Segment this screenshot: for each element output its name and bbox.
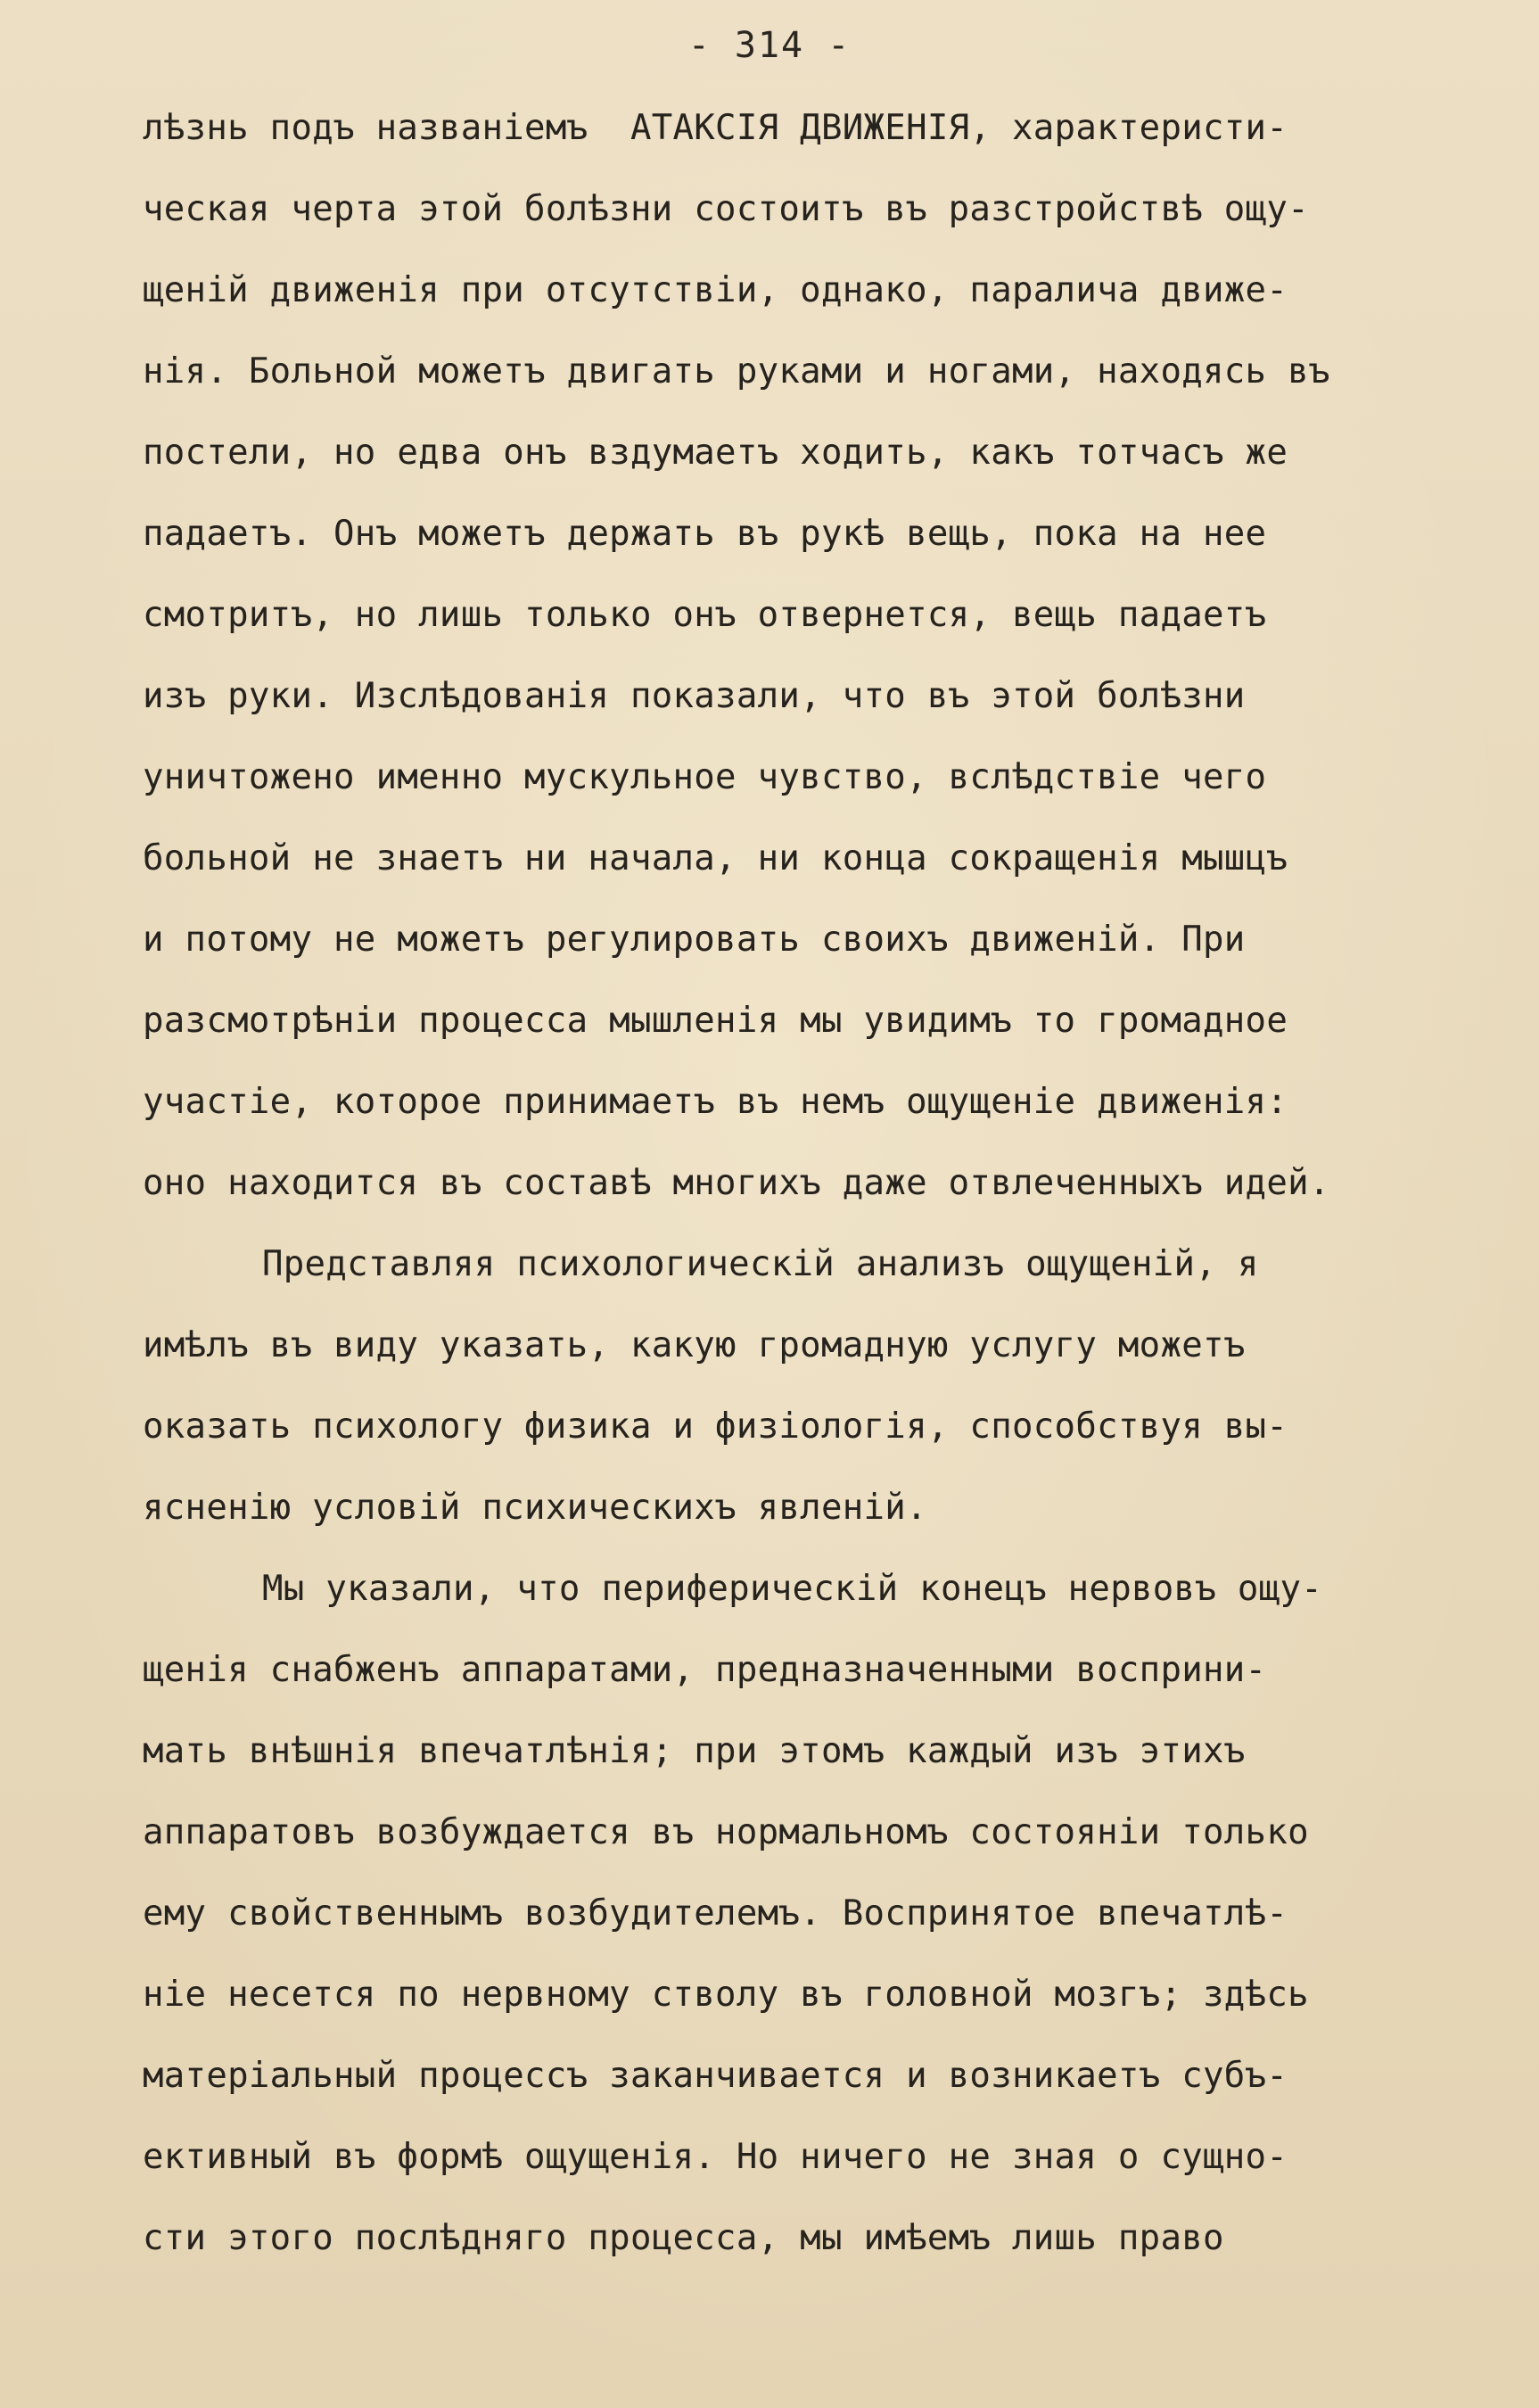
text-line: лѣзнь подъ названіемъ АТАКСІЯ ДВИЖЕНІЯ, характеристи-: [143, 108, 1288, 148]
body-text: [143, 87, 1498, 2279]
text-line: Представляя психологическій анализъ ощущеній, я: [262, 1244, 1259, 1284]
text-line: оно находится въ составѣ многихъ даже отвлеченныхъ идей.: [143, 1163, 1330, 1203]
text-line: участіе, которое принимаетъ въ немъ ощущеніе движенія:: [143, 1082, 1288, 1122]
text-line: нія. Больной можетъ двигать руками и ногами, находясь въ: [143, 351, 1330, 392]
text-line: мать внѣшнія впечатлѣнія; при этомъ каждый изъ этихъ: [143, 1731, 1246, 1771]
text-line: смотритъ, но лишь только онъ отвернется, вещь падаетъ: [143, 595, 1267, 635]
text-line: разсмотрѣніи процесса мышленія мы увидимъ то громадное: [143, 1001, 1288, 1041]
text-line: и потому не можетъ регулировать своихъ движеній. При: [143, 919, 1246, 960]
text-line: щенія снабженъ аппаратами, предназначенными восприни-: [143, 1650, 1267, 1690]
paragraph: [143, 87, 1498, 1224]
text-line: аппаратовъ возбуждается въ нормальномъ состояніи только: [143, 1812, 1309, 1852]
text-line: сти этого послѣдняго процесса, мы имѣемъ лишь право: [143, 2218, 1224, 2258]
text-line: ніе несется по нервному стволу въ головной мозгъ; здѣсь: [143, 1975, 1309, 2015]
text-line: щеній движенія при отсутствіи, однако, паралича движе-: [143, 270, 1288, 310]
text-line: Мы указали, что периферическій конецъ нервовъ ощу-: [262, 1569, 1322, 1609]
text-line: ективный въ формѣ ощущенія. Но ничего не зная о сущно-: [143, 2137, 1288, 2177]
text-line: уничтожено именно мускульное чувство, вслѣдствіе чего: [143, 757, 1267, 797]
text-line: падаетъ. Онъ можетъ держать въ рукѣ вещь, пока на нее: [143, 514, 1267, 554]
paragraph: [143, 1224, 1498, 1548]
text-line: больной не знаетъ ни начала, ни конца сокращенія мышцъ: [143, 838, 1288, 878]
paragraph: [143, 1548, 1498, 2279]
page-number: - 314 -: [687, 25, 852, 66]
text-line: ческая черта этой болѣзни состоитъ въ разстройствѣ ощу-: [143, 189, 1309, 229]
text-line: матеріальный процессъ заканчивается и возникаетъ субъ-: [143, 2056, 1288, 2096]
text-line: постели, но едва онъ вздумаетъ ходить, какъ тотчасъ же: [143, 433, 1288, 473]
text-line: имѣлъ въ виду указать, какую громадную услугу можетъ: [143, 1325, 1246, 1365]
text-line: ему свойственнымъ возбудителемъ. Воспринятое впечатлѣ-: [143, 1893, 1288, 1934]
text-line: изъ руки. Изслѣдованія показали, что въ этой болѣзни: [143, 676, 1246, 716]
text-line: оказать психологу физика и физіологія, способствуя вы-: [143, 1406, 1288, 1447]
text-line: ясненію условій психическихъ явленій.: [143, 1488, 927, 1528]
